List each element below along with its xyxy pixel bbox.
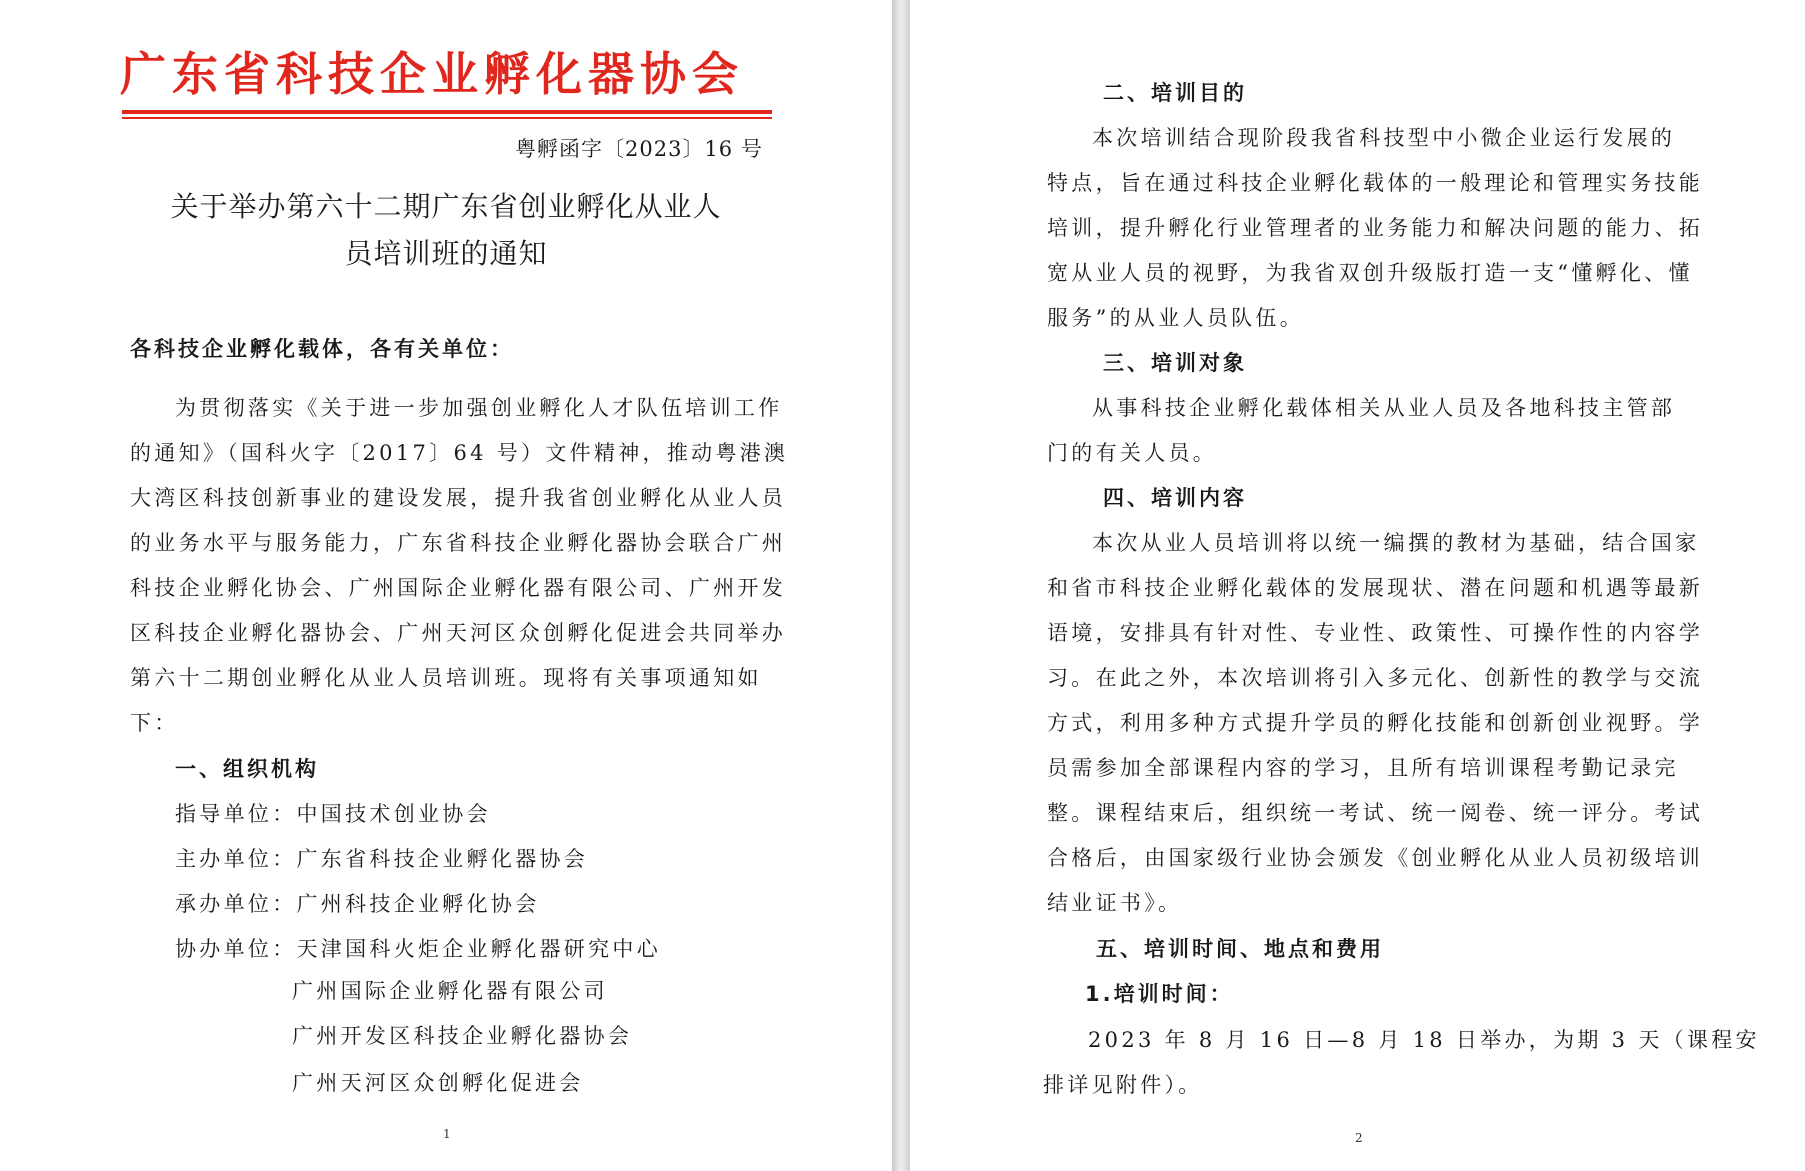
org-line: 承办单位：广州科技企业孵化协会 bbox=[175, 892, 540, 916]
letterhead-rule-thin bbox=[122, 117, 772, 119]
org-line: 广州天河区众创孵化促进会 bbox=[292, 1071, 584, 1095]
org-line: 协办单位：天津国科火炬企业孵化器研究中心 bbox=[175, 937, 661, 961]
content-line: 本次从业人员培训将以统一编撰的教材为基础，结合国家 bbox=[1092, 531, 1700, 555]
salutation: 各科技企业孵化载体，各有关单位： bbox=[130, 337, 514, 361]
content-line: 语境，安排具有针对性、专业性、政策性、可操作性的内容学 bbox=[1047, 621, 1704, 645]
section-heading-content: 四、培训内容 bbox=[1103, 486, 1247, 510]
document-page-2 bbox=[910, 0, 1805, 1171]
intro-line: 第六十二期创业孵化从业人员培训班。现将有关事项通知如 bbox=[130, 666, 762, 690]
org-line: 主办单位：广东省科技企业孵化器协会 bbox=[175, 847, 589, 871]
document-page-1 bbox=[0, 0, 892, 1171]
intro-line: 为贯彻落实《关于进一步加强创业孵化人才队伍培训工作 bbox=[175, 396, 783, 420]
page-number: 1 bbox=[443, 1127, 451, 1141]
purpose-line: 服务”的从业人员队伍。 bbox=[1047, 306, 1305, 330]
content-line: 合格后，由国家级行业协会颁发《创业孵化从业人员初级培训 bbox=[1047, 846, 1704, 870]
intro-line: 的业务水平与服务能力，广东省科技企业孵化器协会联合广州 bbox=[130, 531, 787, 555]
section-heading-organization: 一、组织机构 bbox=[175, 757, 319, 781]
audience-line: 从事科技企业孵化载体相关从业人员及各地科技主管部 bbox=[1092, 396, 1676, 420]
section-heading-audience: 三、培训对象 bbox=[1103, 351, 1247, 375]
org-line: 广州开发区科技企业孵化器协会 bbox=[292, 1024, 633, 1048]
document-number: 粤孵函字〔2023〕16 号 bbox=[515, 137, 763, 161]
intro-line: 区科技企业孵化器协会、广州天河区众创孵化促进会共同举办 bbox=[130, 621, 787, 645]
content-line: 结业证书》。 bbox=[1047, 891, 1183, 915]
purpose-line: 培训，提升孵化行业管理者的业务能力和解决问题的能力、拓 bbox=[1047, 216, 1704, 240]
content-line: 方式，利用多种方式提升学员的孵化技能和创新创业视野。学 bbox=[1047, 711, 1704, 735]
intro-line: 科技企业孵化协会、广州国际企业孵化器有限公司、广州开发 bbox=[130, 576, 787, 600]
page-gutter bbox=[892, 0, 910, 1171]
time-line: 排详见附件）。 bbox=[1043, 1073, 1203, 1097]
page-number: 2 bbox=[1355, 1131, 1363, 1145]
organization-letterhead: 广东省科技企业孵化器协会 bbox=[120, 47, 744, 101]
intro-line: 大湾区科技创新事业的建设发展，提升我省创业孵化从业人员 bbox=[130, 486, 787, 510]
letterhead-rule-thick bbox=[122, 110, 772, 114]
intro-line: 的通知》（国科火字〔2017〕64 号）文件精神，推动粤港澳 bbox=[130, 441, 789, 465]
purpose-line: 特点，旨在通过科技企业孵化载体的一般理论和管理实务技能 bbox=[1047, 171, 1704, 195]
content-line: 习。在此之外，本次培训将引入多元化、创新性的教学与交流 bbox=[1047, 666, 1704, 690]
audience-line: 门的有关人员。 bbox=[1047, 441, 1218, 465]
content-line: 员需参加全部课程内容的学习，且所有培训课程考勤记录完 bbox=[1047, 756, 1679, 780]
content-line: 和省市科技企业孵化载体的发展现状、潜在问题和机遇等最新 bbox=[1047, 576, 1704, 600]
subsection-heading-time: 1.培训时间： bbox=[1085, 982, 1234, 1006]
section-heading-schedule: 五、培训时间、地点和费用 bbox=[1096, 937, 1384, 961]
org-line: 指导单位：中国技术创业协会 bbox=[175, 802, 491, 826]
purpose-line: 本次培训结合现阶段我省科技型中小微企业运行发展的 bbox=[1092, 126, 1676, 150]
document-title-line-1: 关于举办第六十二期广东省创业孵化从业人 bbox=[170, 190, 722, 223]
document-title-line-2: 员培训班的通知 bbox=[344, 237, 548, 270]
org-line: 广州国际企业孵化器有限公司 bbox=[292, 979, 608, 1003]
intro-line: 下： bbox=[130, 711, 179, 735]
content-line: 整。课程结束后，组织统一考试、统一阅卷、统一评分。考试 bbox=[1047, 801, 1704, 825]
purpose-line: 宽从业人员的视野，为我省双创升级版打造一支“懂孵化、懂 bbox=[1047, 261, 1693, 285]
section-heading-purpose: 二、培训目的 bbox=[1103, 81, 1247, 105]
time-line: 2023 年 8 月 16 日—8 月 18 日举办，为期 3 天（课程安 bbox=[1088, 1028, 1760, 1052]
